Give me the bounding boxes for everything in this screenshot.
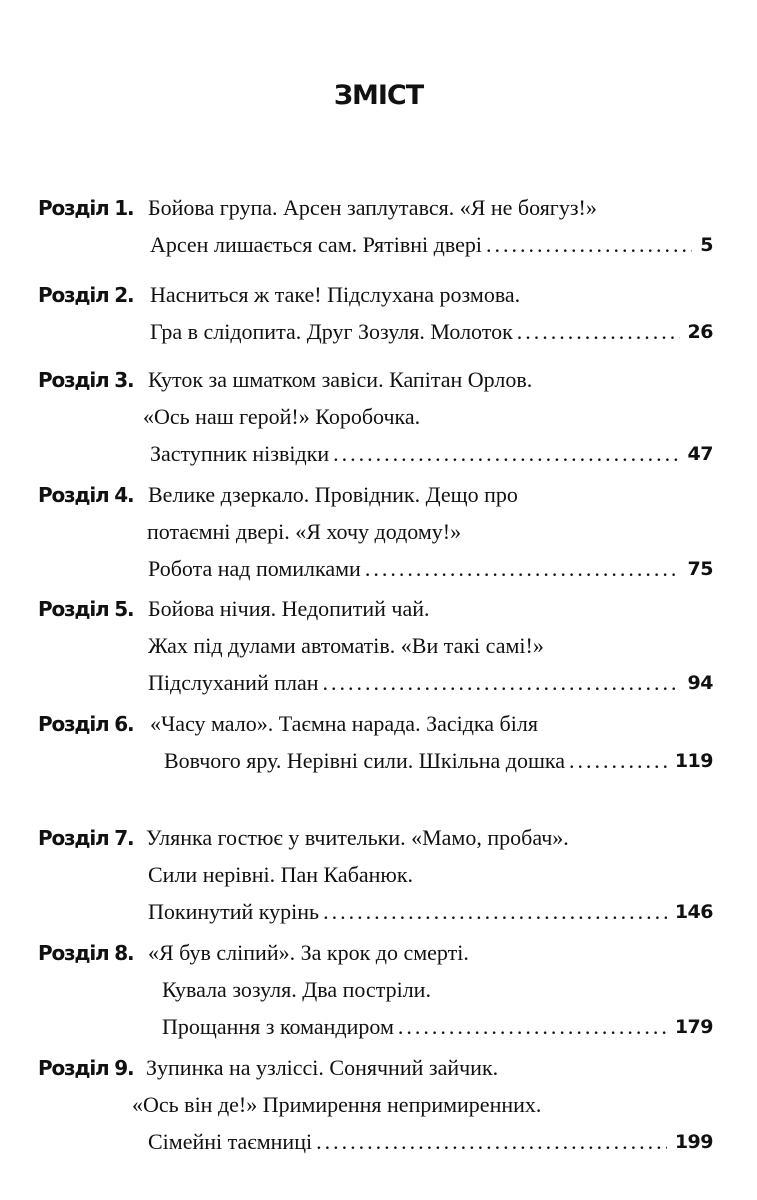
entry-text: потаємні двері. «Я хочу додому!» [147,519,462,544]
entry-text: Сили нерівні. Пан Кабанюк. [148,862,414,887]
entry-line [143,399,713,435]
entry-text: Арсен лишається сам. Рятівні двері [150,232,482,257]
entry-text: Велике дзеркало. Провідник. Дещо про [148,482,518,507]
leader-dots [323,665,680,701]
page-number: 47 [687,443,713,465]
entry-text: Бойова нічия. Недопитий чай. [148,596,430,621]
chapter-label: Розділ 4. [38,483,134,507]
page-number: 26 [687,321,713,343]
entry-line [150,436,713,472]
entry-line [148,894,713,930]
entry-line [148,1124,713,1160]
entry-line [146,1050,713,1086]
page-number: 94 [687,672,713,694]
entry-text: «Часу мало». Таємна нарада. Засідка біля [150,711,538,736]
chapter-label: Розділ 1. [38,196,134,220]
entry-line [148,857,713,893]
entry-line [148,665,713,701]
entry-line [150,227,713,263]
leader-dots [316,1124,667,1160]
entry-text: «Ось він де!» Примирення непримиренних. [132,1092,542,1117]
leader-dots [569,743,667,779]
entry-text: Куток за шматком завіси. Капітан Орлов. [148,367,533,392]
chapter-label: Розділ 7. [38,826,134,850]
page-number: 119 [674,750,713,772]
chapter-label: Розділ 6. [38,712,134,736]
entry-line [162,1009,713,1045]
chapter-label: Розділ 2. [38,283,134,307]
entry-line [148,628,713,664]
entry-line [148,190,713,226]
leader-dots [323,894,667,930]
leader-dots [333,436,679,472]
entry-text: Сімейні таємниці [148,1129,313,1154]
entry-text: Кувала зозуля. Два постріли. [162,977,431,1002]
entry-text: Прощання з командиром [162,1014,394,1039]
entry-line [146,820,713,856]
entry-text: Гра в слідопита. Друг Зозуля. Молоток [150,319,513,344]
entry-text: Підслуханий план [148,670,319,695]
chapter-label: Розділ 8. [38,941,134,965]
entry-text: Вовчого яру. Нерівні сили. Шкільна дошка [164,748,566,773]
entry-line [148,362,713,398]
entry-line [150,277,713,313]
entry-text: Покинутий курінь [148,899,320,924]
entry-line [148,591,713,627]
entry-line [162,972,713,1008]
page-number: 146 [674,901,713,923]
entry-text: Улянка гостює у вчительки. «Мамо, пробач». [146,825,569,850]
page-number: 179 [674,1016,713,1038]
chapter-label: Розділ 9. [38,1056,134,1080]
page-title: ЗМІСТ [333,80,424,111]
entry-line [164,743,713,779]
entry-line [148,551,713,587]
entry-text: Робота над помилками [148,556,361,581]
leader-dots [517,314,680,350]
entry-text: Зупинка на узліссі. Сонячний зайчик. [146,1055,499,1080]
entry-line [150,314,713,350]
entry-line [150,706,713,742]
page-number: 199 [674,1131,713,1153]
entry-line [132,1087,713,1123]
entry-line [148,477,713,513]
page-number: 75 [687,558,713,580]
entry-text: Насниться ж таке! Підслухана розмова. [150,282,521,307]
leader-dots [398,1009,667,1045]
chapter-label: Розділ 5. [38,597,134,621]
entry-text: Бойова група. Арсен заплутався. «Я не боягуз!» [148,195,597,220]
entry-text: «Ось наш герой!» Коробочка. [143,404,421,429]
leader-dots [365,551,680,587]
chapter-label: Розділ 3. [38,368,134,392]
entry-text: «Я був сліпий». За крок до смерті. [148,940,469,965]
entry-line [147,514,713,550]
entry-line [148,935,713,971]
entry-text: Жах під дулами автоматів. «Ви такі самі!» [148,633,544,658]
page-number: 5 [700,234,713,256]
entry-text: Заступник нізвідки [150,441,330,466]
leader-dots [486,227,692,263]
